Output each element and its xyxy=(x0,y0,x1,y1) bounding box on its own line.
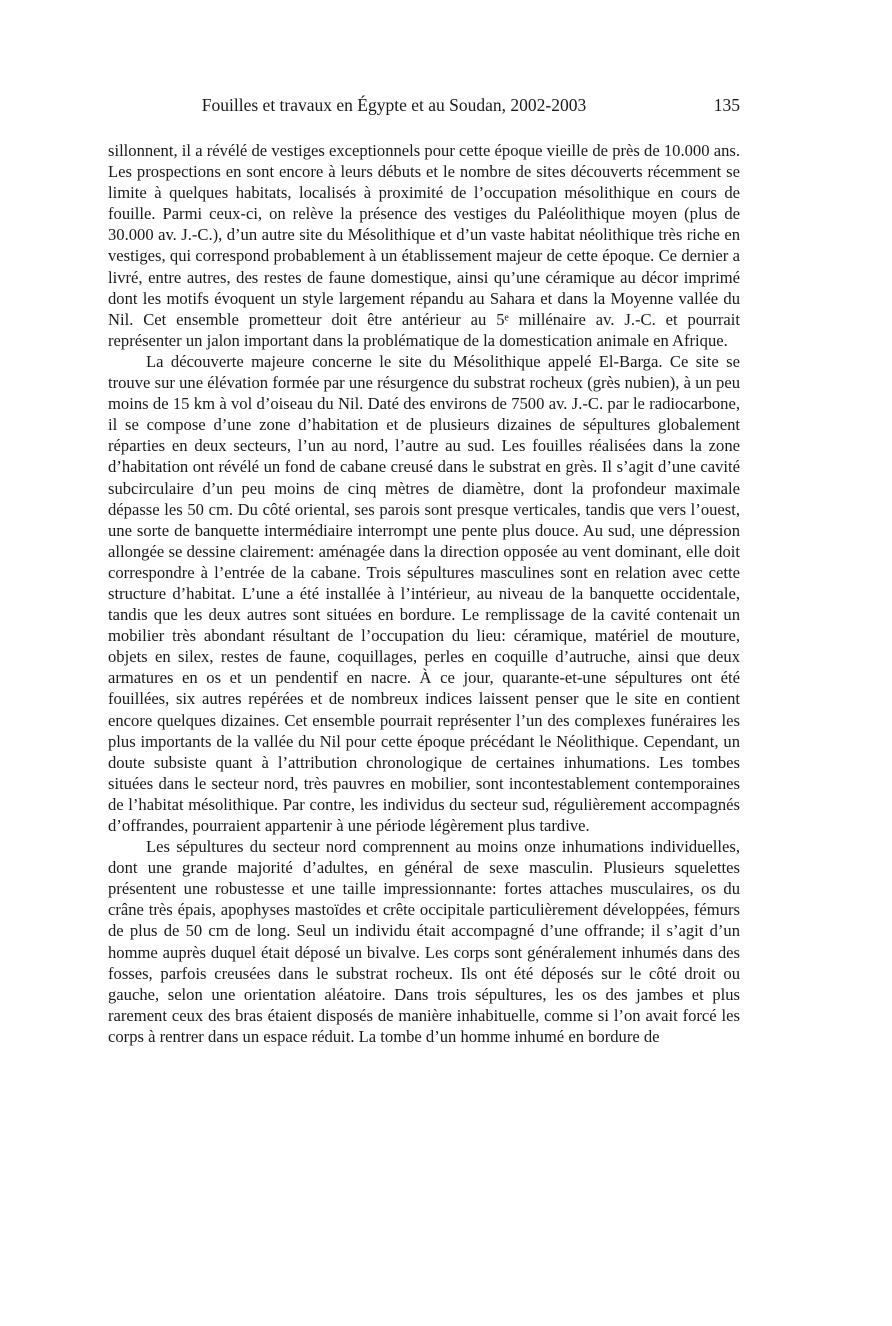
running-title: Fouilles et travaux en Égypte et au Soudan, 2002-2003 xyxy=(201,95,587,115)
paragraph-1: sillonnent, il a révélé de vestiges exceptionnels pour cette époque vieille de près de 10.000 ans. Les prospections en sont encore à leurs débuts et le nombre de sites découverts récemment se limite à quelques habitats, localisés à proximité de l’occupation mésolithique en cours de fouille. Parmi ceux-ci, on relève la présence des vestiges du Paléolithique moyen (plus de 30.000 av. J.-C.), d’un autre site du Mésolithique et d’un vaste habitat néolithique très riche en vestiges, qui correspond probablement à un établissement majeur de cette époque. Ce dernier a livré, entre autres, des restes de faune domestique, ainsi qu’une céramique au décor imprimé dont les motifs évoquent un style largement répandu au Sahara et dans la Moyenne vallée du Nil. Cet ensemble prometteur doit être antérieur au 5ᵉ millénaire av. J.-C. et pourrait représenter un jalon important dans la problématique de la domestication animale en Afrique. xyxy=(108,141,740,350)
body-text xyxy=(108,140,740,1047)
paragraph-3: Les sépultures du secteur nord comprennent au moins onze inhumations individuelles, dont une grande majorité d’adultes, en général de sexe masculin. Plusieurs squelettes présentent une robustesse et une taille impressionnante: fortes attaches musculaires, os du crâne très épais, apophyses mastoïdes et crête occipitale particulièrement développées, fémurs de plus de 50 cm de long. Seul un individu était accompagné d’une offrande; il s’agit d’un homme auprès duquel était déposé un bivalve. Les corps sont généralement inhumés dans des fosses, parfois creusées dans le substrat rocheux. Ils ont été déposés sur le côté droit ou gauche, selon une orientation aléatoire. Dans trois sépultures, les os des jambes et plus rarement ceux des bras étaient disposés de manière inhabituelle, comme si l’on avait forcé les corps à rentrer dans un espace réduit. La tombe d’un homme inhumé en bordure de xyxy=(108,837,740,1046)
running-header xyxy=(108,92,740,118)
page-number: 135 xyxy=(713,95,740,115)
paragraph-2: La découverte majeure concerne le site du Mésolithique appelé El-Barga. Ce site se trouve sur une élévation formée par une résurgence du substrat rocheux (grès nubien), à un peu moins de 15 km à vol d’oiseau du Nil. Daté des environs de 7500 av. J.-C. par le radiocarbone, il se compose d’une zone d’habitation et de plusieurs dizaines de sépultures globalement réparties en deux secteurs, l’un au nord, l’autre au sud. Les fouilles réalisées dans la zone d’habitation ont révélé un fond de cabane creusé dans le substrat en grès. Il s’agit d’une cavité subcirculaire d’un peu moins de cinq mètres de diamètre, dont la profondeur maximale dépasse les 50 cm. Du côté oriental, ses parois sont presque verticales, tandis que vers l’ouest, une sorte de banquette intermédiaire interrompt une pente plus douce. Au sud, une dépression allongée se dessine clairement: aménagée dans la direction opposée au vent dominant, elle doit correspondre à l’entrée de la cabane. Trois sépultures masculines sont en relation avec cette structure d’habitat. L’une a été installée à l’intérieur, au niveau de la banquette occidentale, tandis que les deux autres sont situées en bordure. Le remplissage de la cavité contenait un mobilier très abondant résultant de l’occupation du lieu: céramique, matériel de mouture, objets en silex, restes de faune, coquillages, perles en coquille d’autruche, ainsi que deux armatures en os et un pendentif en nacre. À ce jour, quarante-et-une sépultures ont été fouillées, six autres repérées et de nombreux indices laissent penser que le site en contient encore quelques dizaines. Cet ensemble pourrait représenter l’un des complexes funéraires les plus importants de la vallée du Nil pour cette époque précédant le Néolithique. Cependant, un doute subsiste quant à l’attribution chronologique de certaines inhumations. Les tombes situées dans le secteur nord, très pauvres en mobilier, sont incontestablement contemporaines de l’habitat mésolithique. Par contre, les individus du secteur sud, régulièrement accompagnés d’offrandes, pourraient appartenir à une période légèrement plus tardive. xyxy=(108,351,740,835)
